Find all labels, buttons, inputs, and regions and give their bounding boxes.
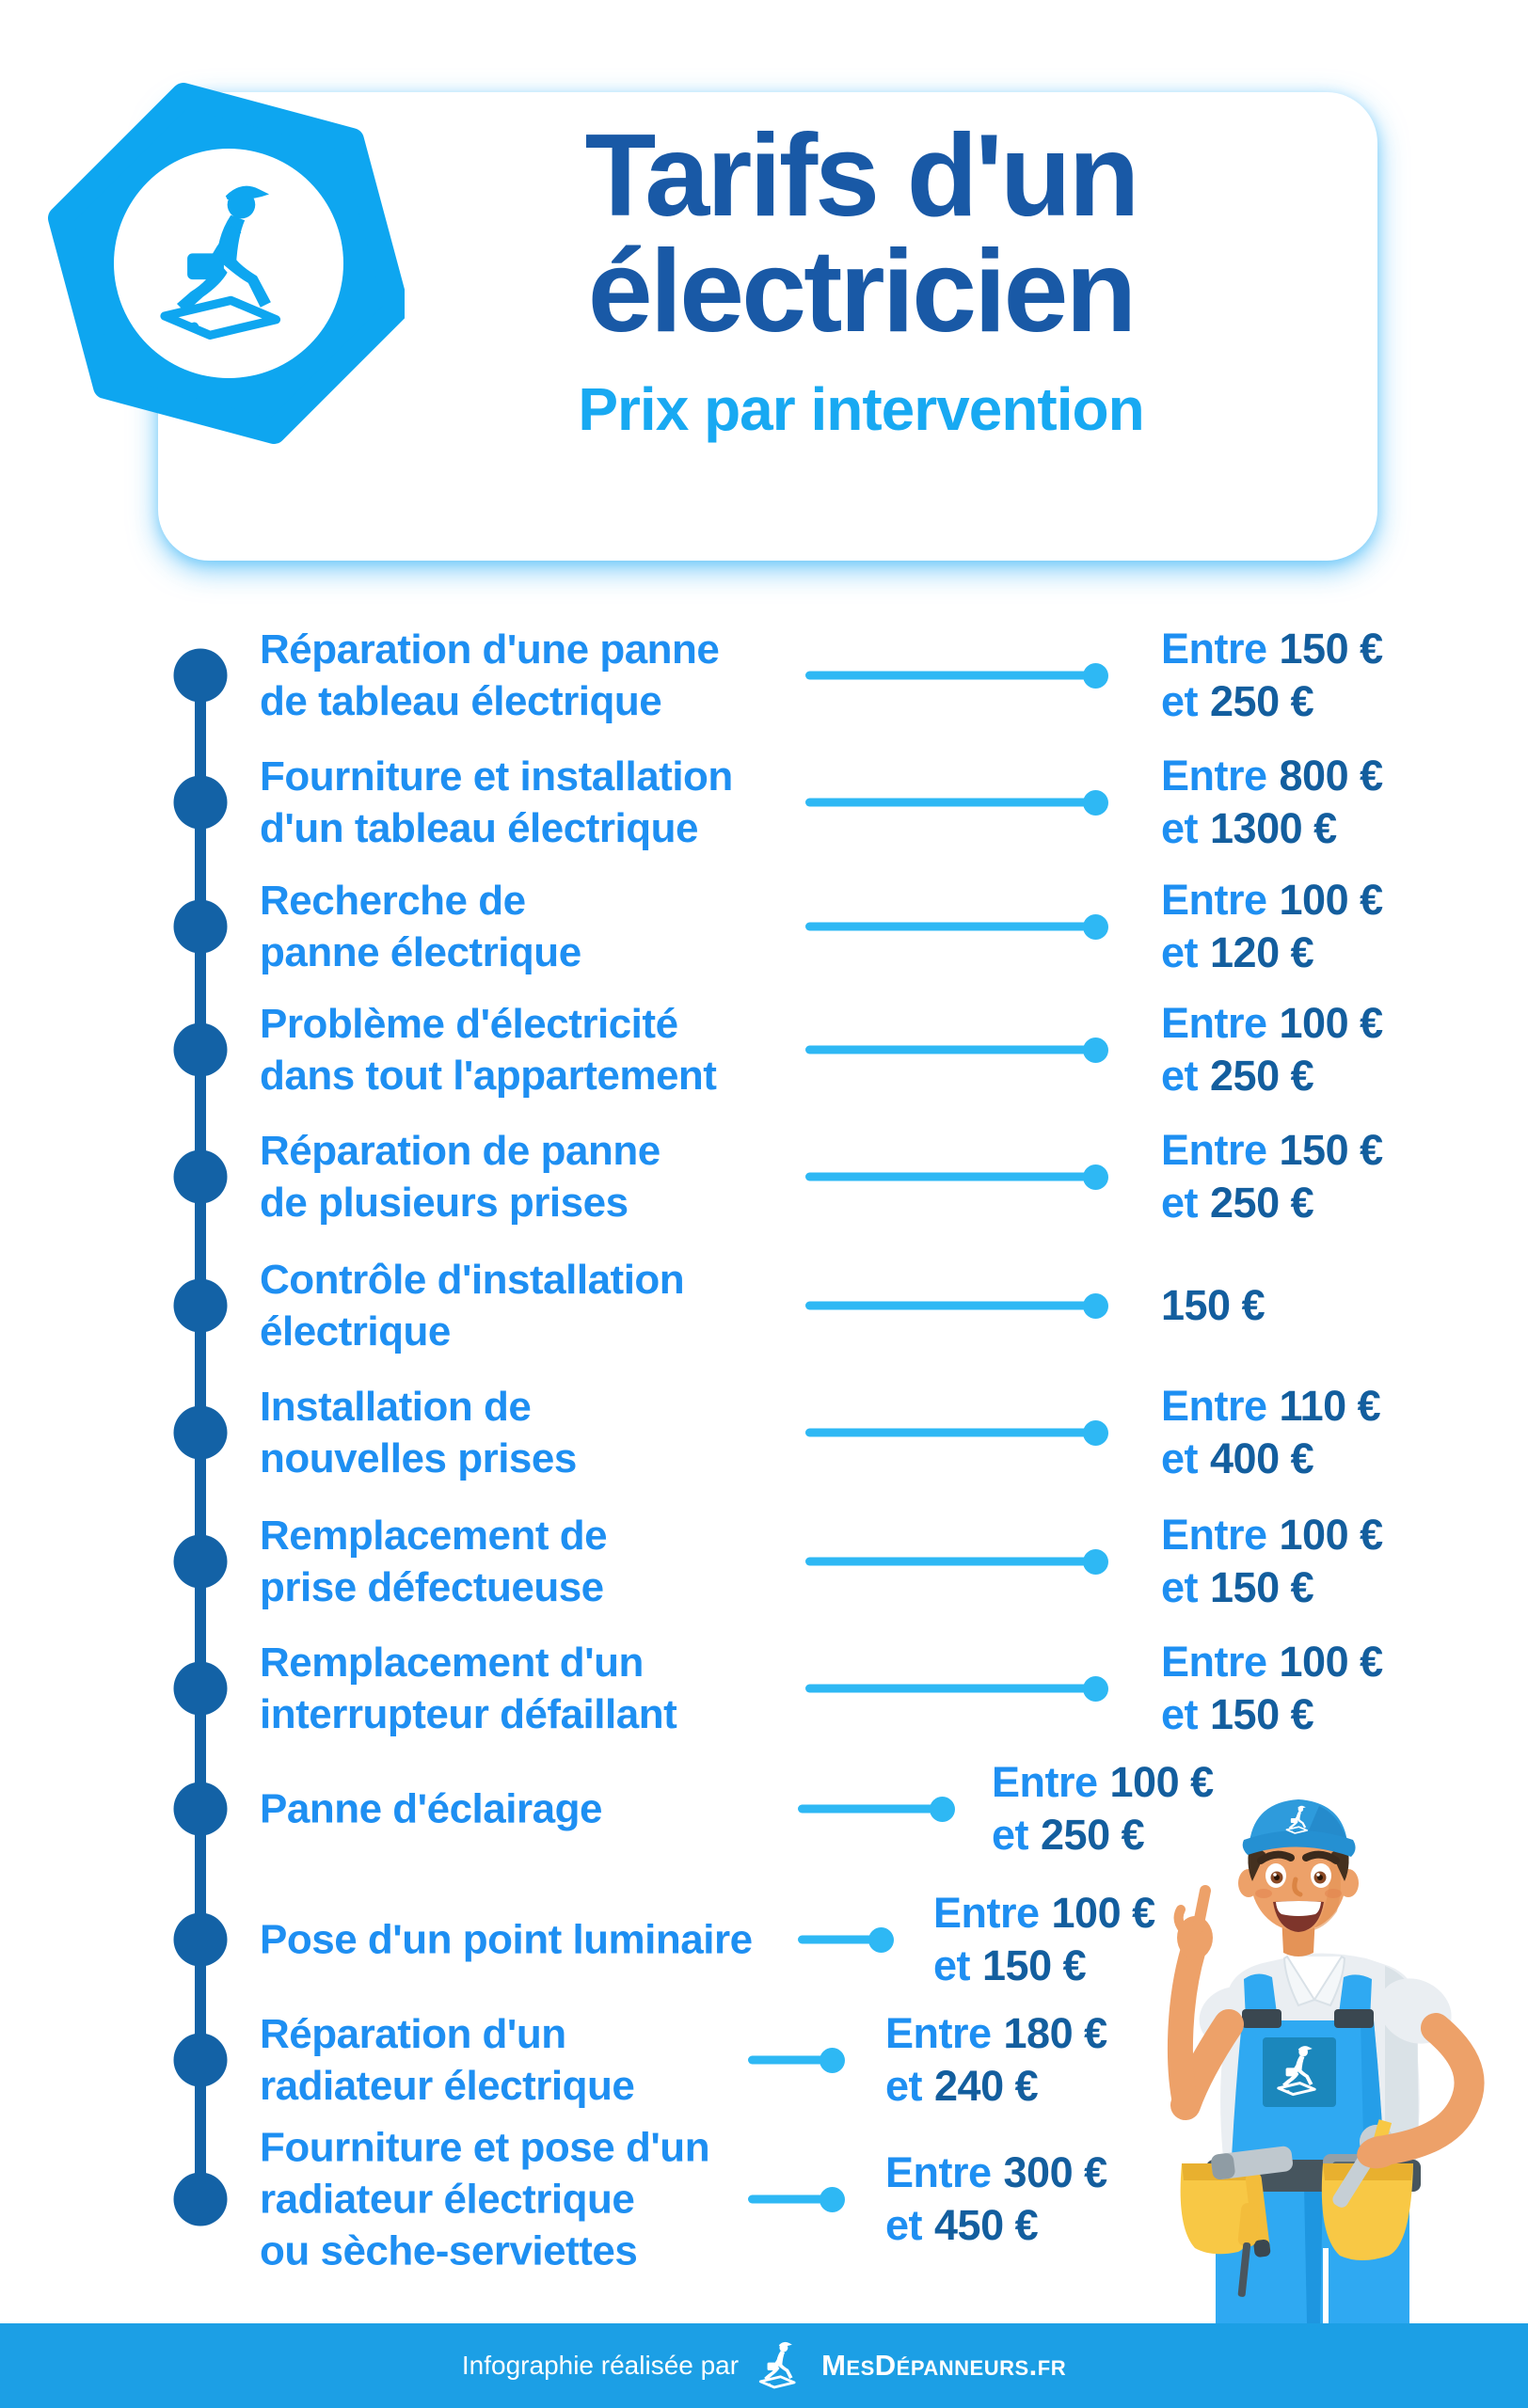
price-block bbox=[1161, 1380, 1380, 1485]
service-label-line: panne électrique bbox=[260, 929, 581, 975]
price-value: 100 € bbox=[1109, 1758, 1214, 1806]
price-block bbox=[1161, 874, 1383, 979]
connector-line bbox=[805, 1558, 1099, 1566]
price-range-word: et bbox=[885, 2201, 923, 2249]
connector-line bbox=[748, 2195, 836, 2204]
service-label bbox=[260, 1637, 676, 1740]
runner-on-phone-icon bbox=[754, 2339, 806, 2392]
service-label bbox=[260, 2008, 634, 2112]
price-range-word: Entre bbox=[992, 1758, 1098, 1806]
page-title-line2: électricien bbox=[587, 227, 1135, 356]
service-label-line: Pose d'un point luminaire bbox=[260, 1916, 753, 1963]
connector-line bbox=[798, 1805, 946, 1814]
timeline-spine bbox=[195, 675, 206, 2199]
service-label-line: Recherche de bbox=[260, 878, 526, 924]
service-label-line: Réparation d'une panne bbox=[260, 626, 720, 673]
service-label-line: radiateur électrique bbox=[260, 2176, 635, 2223]
price-value: 100 € bbox=[1279, 999, 1383, 1047]
price-range-word: Entre bbox=[885, 2009, 992, 2057]
service-label bbox=[260, 2122, 709, 2277]
price-value: 150 € bbox=[1279, 625, 1383, 673]
service-label bbox=[260, 1510, 607, 1613]
service-label-line: Remplacement de bbox=[260, 1513, 608, 1559]
price-range-word: Entre bbox=[885, 2148, 992, 2196]
footer-bar bbox=[0, 2323, 1528, 2408]
connector-dot bbox=[1083, 1293, 1108, 1319]
price-value: 400 € bbox=[1210, 1434, 1314, 1482]
service-label-line: de tableau électrique bbox=[260, 678, 662, 724]
service-label-line: interrupteur défaillant bbox=[260, 1691, 677, 1737]
price-range-word: et bbox=[1161, 1179, 1199, 1227]
price-range-word: et bbox=[1161, 1563, 1199, 1611]
price-range-word: Entre bbox=[1161, 1126, 1267, 1174]
service-label-line: Problème d'électricité bbox=[260, 1001, 678, 1047]
service-label-line: nouvelles prises bbox=[260, 1435, 577, 1481]
price-range-word: et bbox=[1161, 1052, 1199, 1100]
price-value: 100 € bbox=[1279, 876, 1383, 924]
price-value: 180 € bbox=[1003, 2009, 1107, 2057]
service-label-line: Panne d'éclairage bbox=[260, 1785, 602, 1832]
service-label bbox=[260, 1914, 753, 1966]
service-label bbox=[260, 998, 716, 1101]
price-value: 120 € bbox=[1210, 928, 1314, 976]
price-value: 450 € bbox=[934, 2201, 1039, 2249]
price-value: 240 € bbox=[934, 2062, 1039, 2110]
price-value: 100 € bbox=[1051, 1889, 1155, 1937]
service-label-line: ou sèche-serviettes bbox=[260, 2227, 638, 2274]
price-range-word: et bbox=[885, 2062, 923, 2110]
service-label-line: Contrôle d'installation bbox=[260, 1257, 685, 1303]
connector-dot bbox=[1083, 663, 1108, 689]
price-range-word: et bbox=[1161, 804, 1199, 852]
connector-dot bbox=[1083, 1038, 1108, 1063]
connector-line bbox=[798, 1936, 884, 1944]
connector-line bbox=[805, 1685, 1099, 1693]
service-label-line: de plusieurs prises bbox=[260, 1180, 629, 1226]
service-label bbox=[260, 875, 581, 978]
price-value: 150 € bbox=[1161, 1281, 1265, 1329]
price-value: 250 € bbox=[1210, 1052, 1314, 1100]
price-range-word: et bbox=[1161, 928, 1199, 976]
price-value: 100 € bbox=[1279, 1638, 1383, 1686]
price-value: 300 € bbox=[1003, 2148, 1107, 2196]
price-range-word: et bbox=[1161, 1434, 1199, 1482]
price-range-word: Entre bbox=[1161, 625, 1267, 673]
service-label-line: Réparation d'un bbox=[260, 2011, 566, 2057]
service-label-line: prise défectueuse bbox=[260, 1564, 604, 1610]
electrician-mascot bbox=[1138, 1778, 1515, 2323]
connector-dot bbox=[1083, 790, 1108, 816]
page-title-line1: Tarifs d'un bbox=[584, 111, 1138, 241]
price-value: 250 € bbox=[1041, 1811, 1145, 1859]
service-label-line: électrique bbox=[260, 1308, 451, 1354]
service-label-line: Fourniture et pose d'un bbox=[260, 2124, 710, 2171]
price-block bbox=[1161, 1509, 1383, 1614]
price-block bbox=[1161, 1124, 1383, 1229]
page-subtitle: Prix par intervention bbox=[578, 375, 1144, 443]
price-value: 150 € bbox=[1210, 1690, 1314, 1738]
service-label-line: dans tout l'appartement bbox=[260, 1053, 717, 1099]
service-label-line: radiateur électrique bbox=[260, 2063, 635, 2109]
connector-line bbox=[805, 799, 1099, 807]
price-value: 150 € bbox=[1279, 1126, 1383, 1174]
connector-dot bbox=[868, 1927, 894, 1953]
price-range-word: Entre bbox=[1161, 1511, 1267, 1559]
price-block bbox=[885, 2007, 1107, 2113]
price-value: 800 € bbox=[1279, 752, 1383, 800]
price-range-word: et bbox=[992, 1811, 1029, 1859]
price-block bbox=[1161, 750, 1383, 855]
connector-dot bbox=[820, 2187, 845, 2212]
price-value: 250 € bbox=[1210, 677, 1314, 725]
price-value: 100 € bbox=[1279, 1511, 1383, 1559]
price-block bbox=[1161, 1279, 1265, 1332]
price-range-word: Entre bbox=[933, 1889, 1040, 1937]
connector-dot bbox=[1083, 1549, 1108, 1575]
connector-line bbox=[805, 1173, 1099, 1181]
service-label-line: Réparation de panne bbox=[260, 1128, 661, 1174]
connector-line bbox=[805, 923, 1099, 931]
price-range-word: et bbox=[933, 1941, 971, 1989]
price-block bbox=[933, 1887, 1155, 1992]
footer-brand-name: MesDépanneurs.fr bbox=[821, 2349, 1067, 2382]
connector-line bbox=[805, 672, 1099, 680]
price-range-word: Entre bbox=[1161, 1638, 1267, 1686]
connector-dot bbox=[1083, 914, 1108, 940]
price-range-word: Entre bbox=[1161, 752, 1267, 800]
footer-credit-text: Infographie réalisée par bbox=[461, 2351, 740, 2380]
connector-dot bbox=[820, 2048, 845, 2073]
service-label-line: Installation de bbox=[260, 1384, 532, 1430]
connector-line bbox=[748, 2056, 836, 2065]
price-value: 150 € bbox=[1210, 1563, 1314, 1611]
price-range-word: Entre bbox=[1161, 876, 1267, 924]
service-label-line: Fourniture et installation bbox=[260, 753, 733, 800]
price-range-word: et bbox=[1161, 677, 1199, 725]
service-label-line: Remplacement d'un bbox=[260, 1640, 644, 1686]
price-block bbox=[885, 2147, 1107, 2252]
service-label bbox=[260, 1125, 661, 1228]
header-titles bbox=[414, 111, 1308, 443]
service-label-line: d'un tableau électrique bbox=[260, 805, 698, 851]
connector-line bbox=[805, 1429, 1099, 1437]
price-value: 110 € bbox=[1279, 1382, 1381, 1430]
brand-badge bbox=[45, 64, 405, 452]
service-label bbox=[260, 1381, 577, 1484]
price-range-word: Entre bbox=[1161, 999, 1267, 1047]
connector-dot bbox=[1083, 1420, 1108, 1446]
connector-dot bbox=[1083, 1164, 1108, 1190]
price-block bbox=[1161, 623, 1383, 728]
price-range-word: Entre bbox=[1161, 1382, 1267, 1430]
price-range-word: et bbox=[1161, 1690, 1199, 1738]
connector-dot bbox=[930, 1797, 955, 1822]
price-value: 250 € bbox=[1210, 1179, 1314, 1227]
price-block bbox=[1161, 997, 1383, 1102]
connector-line bbox=[805, 1046, 1099, 1054]
service-label bbox=[260, 624, 719, 727]
service-label bbox=[260, 751, 733, 854]
price-block bbox=[1161, 1636, 1383, 1741]
service-label bbox=[260, 1254, 684, 1357]
price-value: 1300 € bbox=[1210, 804, 1337, 852]
connector-line bbox=[805, 1302, 1099, 1310]
price-value: 150 € bbox=[982, 1941, 1087, 1989]
service-label bbox=[260, 1783, 602, 1835]
connector-dot bbox=[1083, 1676, 1108, 1702]
